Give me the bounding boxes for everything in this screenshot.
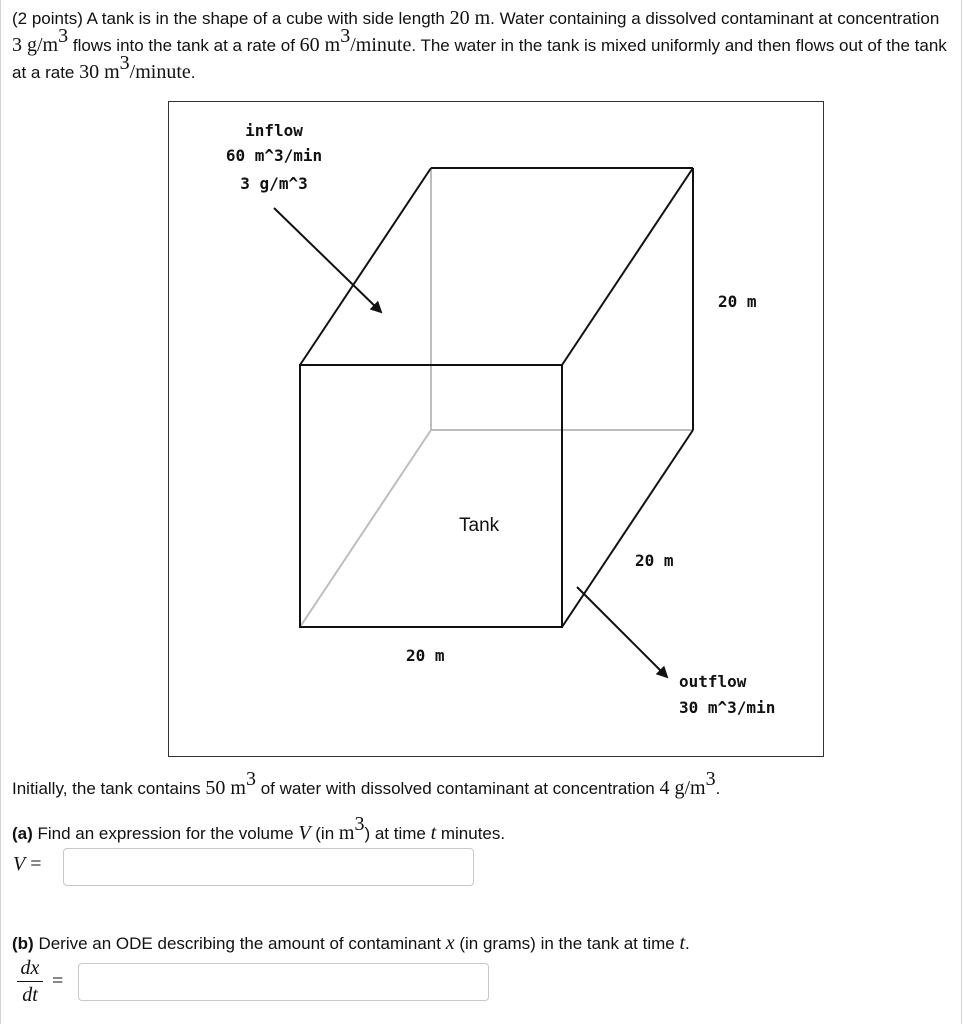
inflow-label: inflow [245,121,303,140]
inflow-arrow [274,208,381,312]
initial-condition: Initially, the tank contains 50 $m^3$ of water with dissolved contaminant at concentration 4 $g/m^3$. [12,768,721,799]
inflow-concentration-label: 3 g/m^3 [240,174,308,193]
volume-answer-input[interactable] [63,848,474,886]
side-length-label-depth: 20 m [635,551,674,570]
derivative-numerator: dx [20,957,40,979]
tank-label: Tank [459,515,500,536]
derivative-denominator: dt [22,984,38,1006]
fraction-bar [17,981,43,982]
inflow-rate-label: 60 m^3/min [225,146,323,165]
volume-equation-label: V = [13,853,42,875]
problem-intro: (2 points) A tank is in the shape of a cube with side length 20 m. Water containing a dissolved contaminant at concentration 3 $g/m^3$ flows into the tank at a rate of 60 $m^3$/minute. The water in the tank is mixed uniformly and then flows out of the tank at a rate 30 $m^3$/minute. [12,7,947,83]
outflow-rate-label: 30 m^3/min [679,698,776,717]
tank-diagram [168,101,824,757]
side-length-label-top: 20 m [718,292,757,311]
points-label: (2 points) [12,9,83,28]
cube-drawing [169,102,825,758]
ode-answer-input[interactable] [78,963,489,1001]
derivative-fraction [17,957,43,1006]
ode-equals-sign: = [52,970,64,992]
outflow-arrow [577,587,667,677]
outflow-label: outflow [679,672,747,691]
side-length-label-bottom: 20 m [406,646,445,665]
part-a-question: (a) Find an expression for the volume V (in $m^3$) at time t minutes. [12,813,506,844]
part-b-question: (b) Derive an ODE describing the amount of contaminant x (in grams) in the tank at time t. [12,932,690,954]
